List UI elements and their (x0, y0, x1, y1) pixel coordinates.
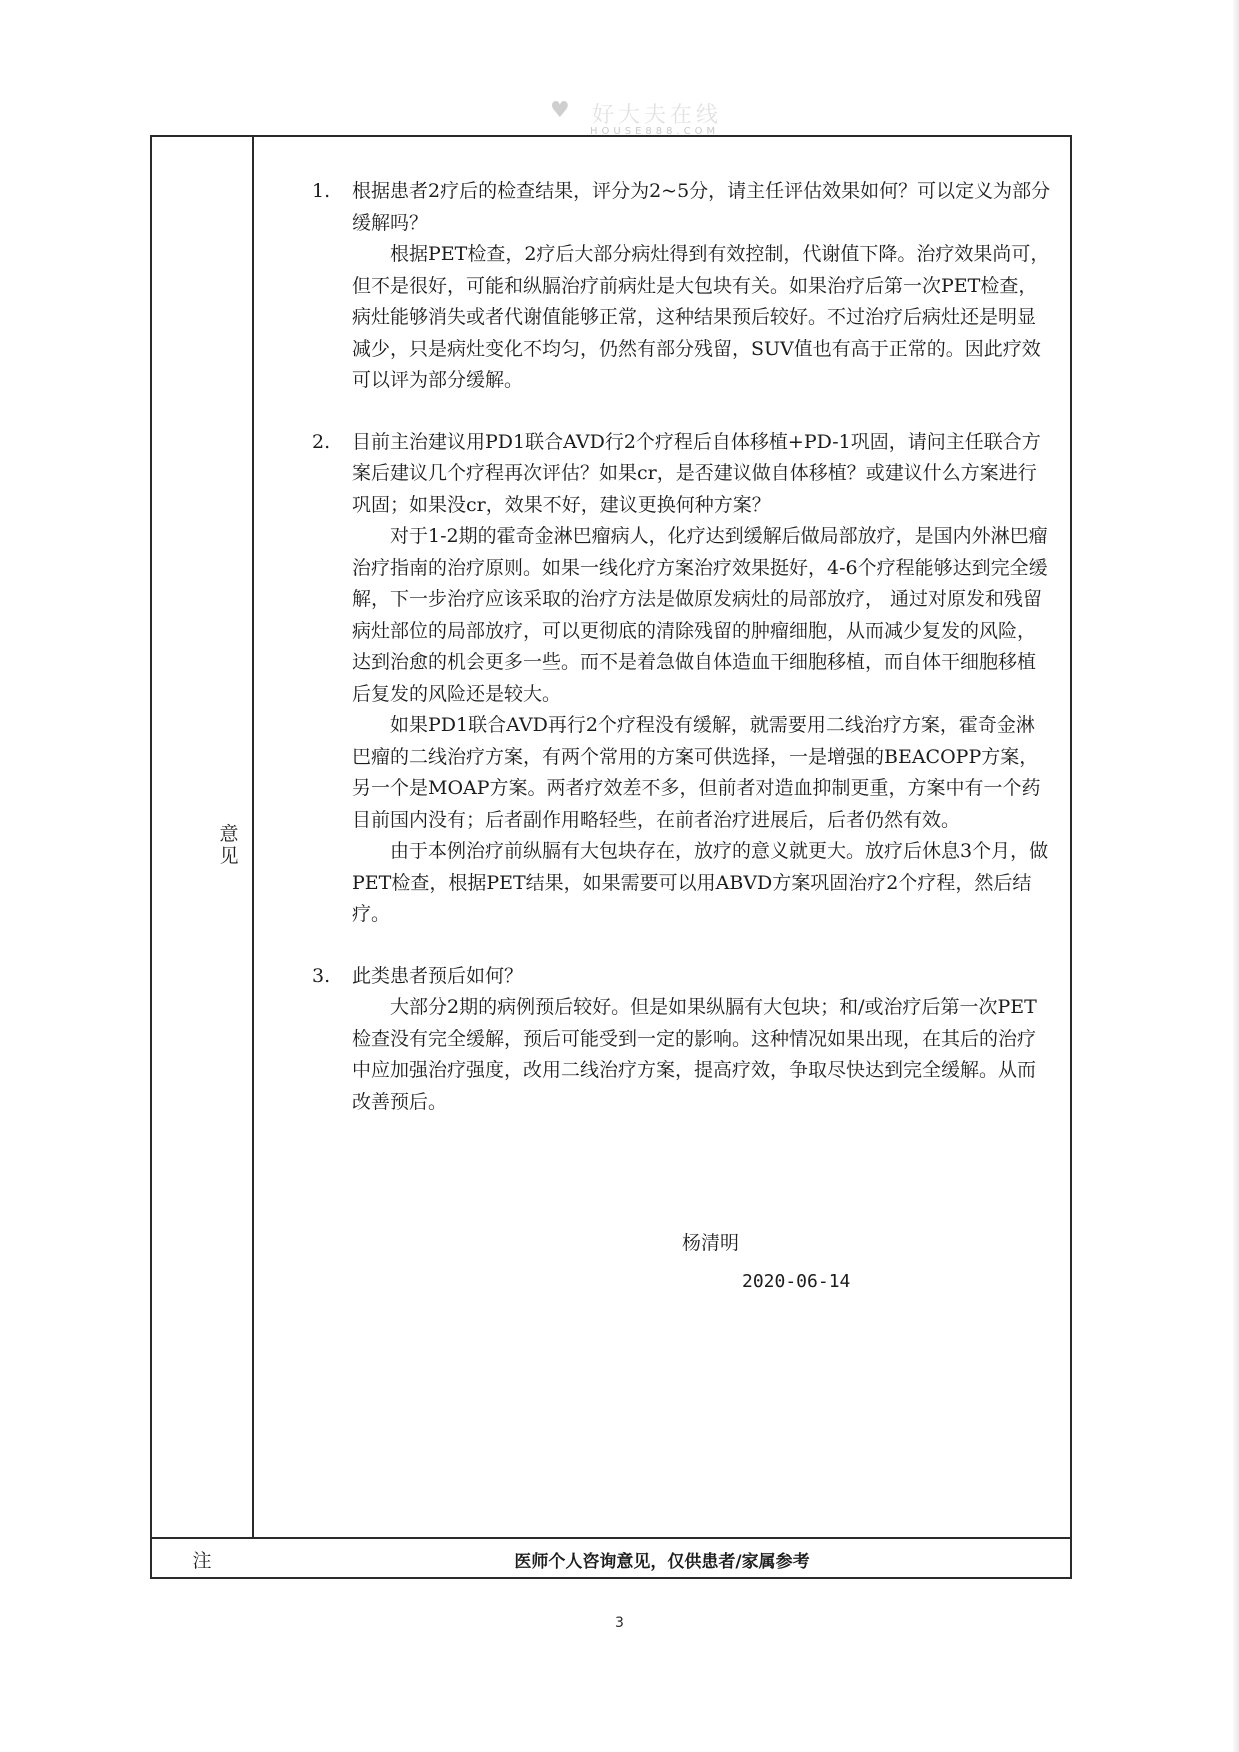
note-label: 注 (192, 1549, 212, 1572)
answer-paragraph: 大部分2期的病例预后较好。但是如果纵膈有大包块；和/或治疗后第一次PET检查没有完全缓解，预后可能受到一定的影响。这种情况如果出现，在其后的治疗中应加强治疗强度，改用二线治疗方案，提高疗效，争取尽快达到完全缓解。从而改善预后。 (352, 996, 1037, 1113)
scan-page-edge (1233, 0, 1239, 1752)
watermark-domain: HOUSE888.COM (590, 126, 720, 137)
question-block (312, 961, 1052, 1119)
question-text: 根据患者2疗后的检查结果，评分为2~5分，请主任评估效果如何？可以定义为部分缓解吗？ (352, 180, 1051, 234)
answer-paragraph: 根据PET检查，2疗后大部分病灶得到有效控制，代谢值下降。治疗效果尚可，但不是很好，可能和纵膈治疗前病灶是大包块有关。如果治疗后第一次PET检查，病灶能够消失或者代谢值能够正常，这种结果预后较好。不过治疗后病灶还是明显减少，只是病灶变化不均匀，仍然有部分残留，SUV值也有高于正常的。因此疗效可以评为部分缓解。 (352, 243, 1050, 391)
question-number: 2. (312, 430, 331, 453)
doctor-signature: 杨清明 (682, 1232, 740, 1254)
question-text: 目前主治建议用PD1联合AVD行2个疗程后自体移植+PD-1巩固，请问主任联合方案后建议几个疗程再次评估？如果cr，是否建议做自体移植？或建议什么方案进行巩固；如果没cr，效果不好，建议更换何种方案？ (352, 430, 1041, 516)
answer-paragraph: 对于1-2期的霍奇金淋巴瘤病人，化疗达到缓解后做局部放疗，是国内外淋巴瘤治疗指南的治疗原则。如果一线化疗方案治疗效果挺好，4-6个疗程能够达到完全缓解，下一步治疗应该采取的治疗方法是做原发病灶的局部放疗， 通过对原发和残留病灶部位的局部放疗，可以更彻底的清除残留的肿瘤细胞，从而减少复发的风险，达到治愈的机会更多一些。而不是着急做自体造血干细胞移植，而自体干细胞移植后复发的风险还是较大。 (352, 525, 1048, 705)
answer-paragraph: 如果PD1联合AVD再行2个疗程没有缓解，就需要用二线治疗方案，霍奇金淋巴瘤的二线治疗方案，有两个常用的方案可供选择，一是增强的BEACOPP方案，另一个是MOAP方案。两者疗效差不多，但前者对造血抑制更重，方案中有一个药目前国内没有；后者副作用略轻些，在前者治疗进展后，后者仍然有效。 (352, 714, 1041, 831)
note-disclaimer: 医师个人咨询意见，仅供患者/家属参考 (514, 1551, 810, 1572)
watermark-title: 好大夫在线 (592, 103, 723, 128)
opinion-content (312, 176, 1052, 1118)
question-block (312, 176, 1052, 397)
question-number: 1. (312, 180, 331, 202)
answer-paragraph: 由于本例治疗前纵膈有大包块存在，放疗的意义就更大。放疗后休息3个月，做PET检查，根据PET结果，如果需要可以用ABVD方案巩固治疗2个疗程，然后结疗。 (352, 840, 1049, 925)
opinion-label: 意见 (219, 823, 239, 867)
opinion-table (150, 135, 1072, 1579)
question-text: 此类患者预后如何？ (352, 964, 524, 987)
question-block (312, 427, 1052, 931)
question-number: 3. (312, 964, 331, 987)
signature-date: 2020-06-14 (742, 1271, 851, 1292)
page-number: 3 (615, 1615, 624, 1631)
table-column-divider (252, 137, 254, 1539)
heart-icon: ♥ (550, 98, 570, 123)
watermark (550, 96, 750, 140)
